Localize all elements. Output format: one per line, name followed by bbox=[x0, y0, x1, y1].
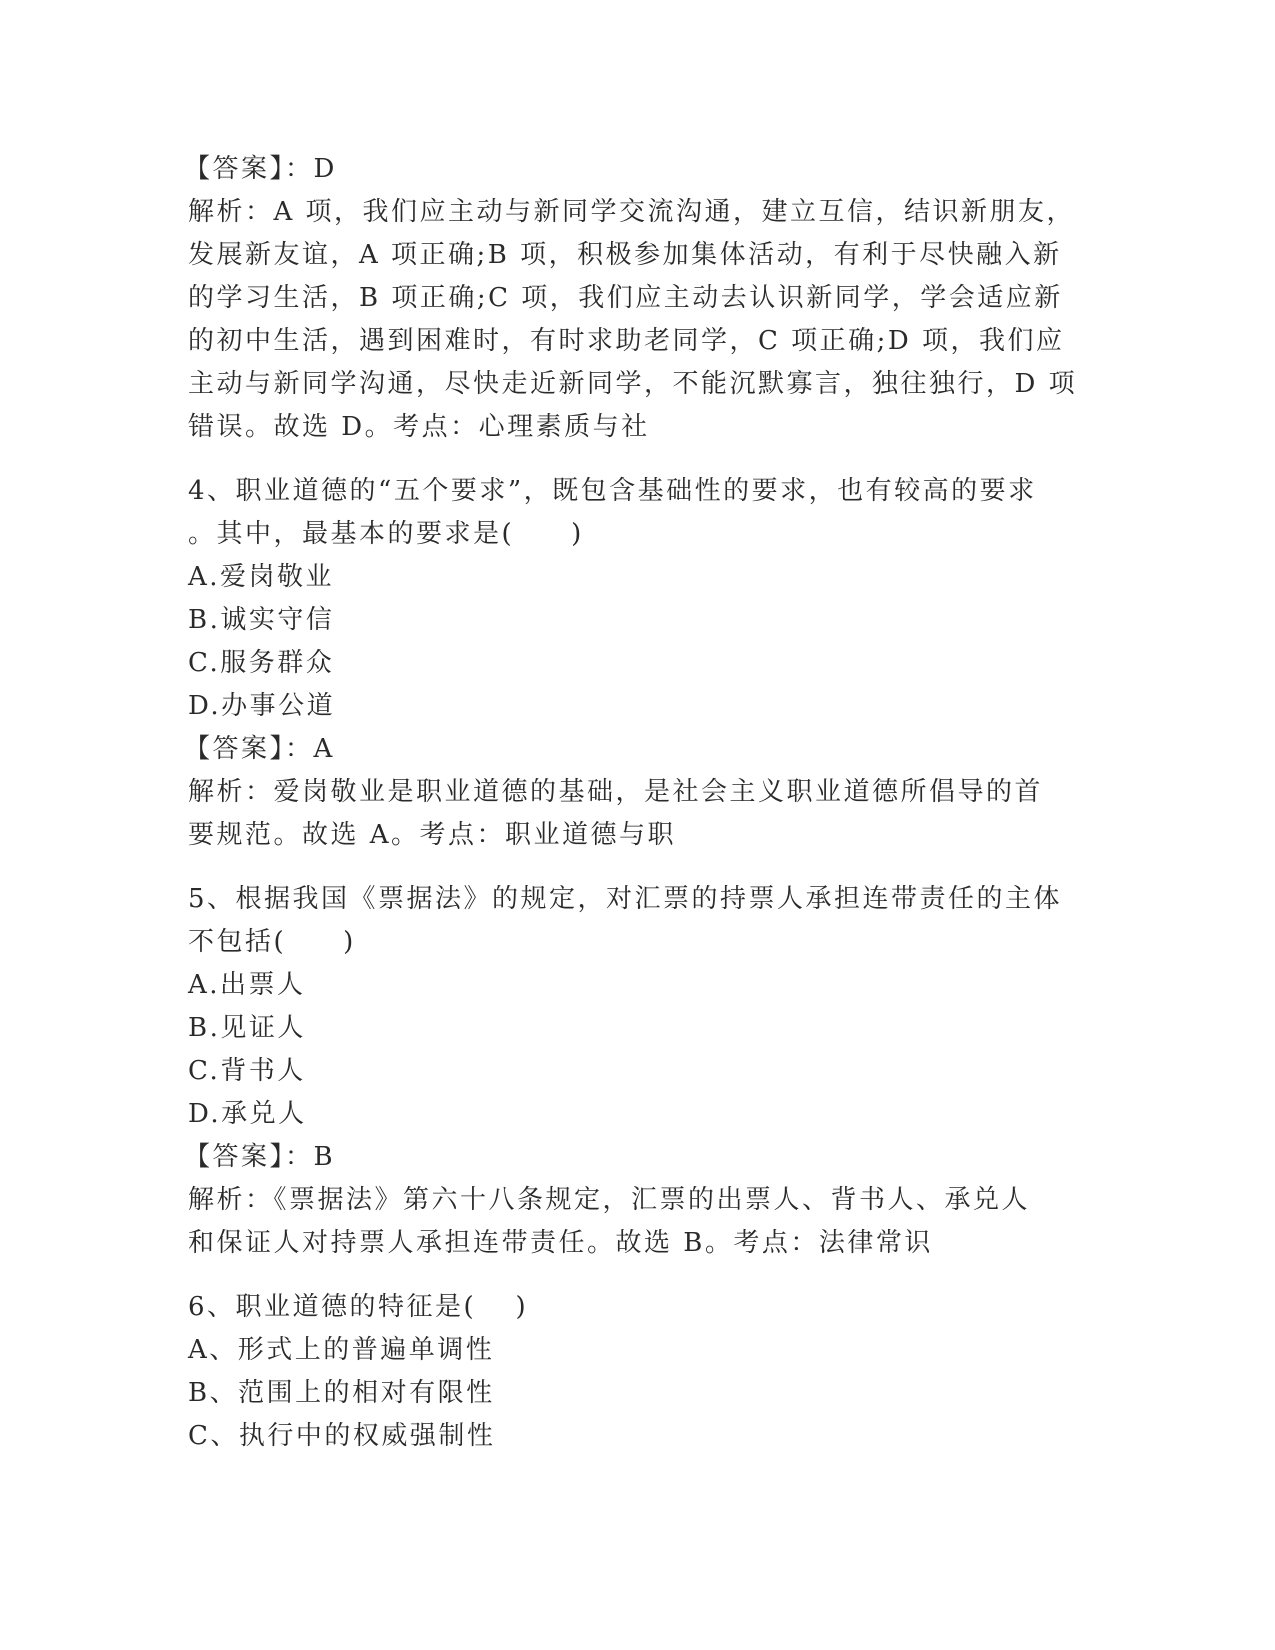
q3-explanation-line: 主动与新同学沟通，尽快走近新同学，不能沉默寡言，独往独行，D 项 bbox=[188, 369, 1078, 399]
q6-stem-line: 6、职业道德的特征是( ) bbox=[188, 1292, 529, 1322]
q3-explanation-line: 发展新友谊，A 项正确;B 项，积极参加集体活动，有利于尽快融入新 bbox=[188, 240, 1062, 270]
q5-stem-line: 5、根据我国《票据法》的规定，对汇票的持票人承担连带责任的主体 bbox=[188, 884, 1063, 914]
q6-option-a: A、形式上的普遍单调性 bbox=[188, 1335, 495, 1365]
q4-answer: 【答案】：A bbox=[184, 734, 335, 764]
q3-explanation-line: 的学习生活，B 项正确;C 项，我们应主动去认识新同学，学会适应新 bbox=[188, 283, 1063, 313]
q5-option-c: C.背书人 bbox=[188, 1056, 306, 1086]
q4-option-c: C.服务群众 bbox=[188, 648, 335, 678]
q3-explanation-line: 错误。故选 D。考点：心理素质与社 bbox=[188, 412, 650, 442]
q6-option-b: B、范围上的相对有限性 bbox=[188, 1378, 495, 1408]
q5-option-d: D.承兑人 bbox=[188, 1099, 307, 1129]
paragraph-gap bbox=[188, 449, 1088, 470]
q5-stem-line: 不包括( ) bbox=[188, 927, 356, 957]
q3-answer: 【答案】：D bbox=[184, 154, 337, 184]
q4-explanation-line: 解析：爱岗敬业是职业道德的基础，是社会主义职业道德所倡导的首 bbox=[188, 777, 1044, 807]
paragraph-gap bbox=[188, 857, 1088, 878]
q5-option-a: A.出票人 bbox=[188, 970, 306, 1000]
paragraph-gap bbox=[188, 1265, 1088, 1286]
q4-option-d: D.办事公道 bbox=[188, 691, 336, 721]
q6-option-c: C、执行中的权威强制性 bbox=[188, 1421, 496, 1451]
q3-explanation-line: 解析：A 项，我们应主动与新同学交流沟通，建立互信，结识新朋友， bbox=[188, 197, 1076, 227]
q4-explanation-line: 要规范。故选 A。考点：职业道德与职 bbox=[188, 820, 677, 850]
q5-explanation-line: 解析：《票据法》第六十八条规定，汇票的出票人、背书人、承兑人 bbox=[188, 1185, 1031, 1215]
q3-explanation-line: 的初中生活，遇到困难时，有时求助老同学，C 项正确;D 项，我们应 bbox=[188, 326, 1065, 356]
q5-explanation-line: 和保证人对持票人承担连带责任。故选 B。考点：法律常识 bbox=[188, 1228, 933, 1258]
q5-answer: 【答案】：B bbox=[184, 1142, 336, 1172]
q4-stem-line: 。其中，最基本的要求是( ) bbox=[188, 519, 584, 549]
q5-option-b: B.见证人 bbox=[188, 1013, 306, 1043]
q4-option-b: B.诚实守信 bbox=[188, 605, 335, 635]
q4-option-a: A.爱岗敬业 bbox=[188, 562, 335, 592]
document-content bbox=[184, 148, 1088, 1458]
q4-stem-line: 4、职业道德的“五个要求”，既包含基础性的要求，也有较高的要求 bbox=[188, 476, 1037, 506]
